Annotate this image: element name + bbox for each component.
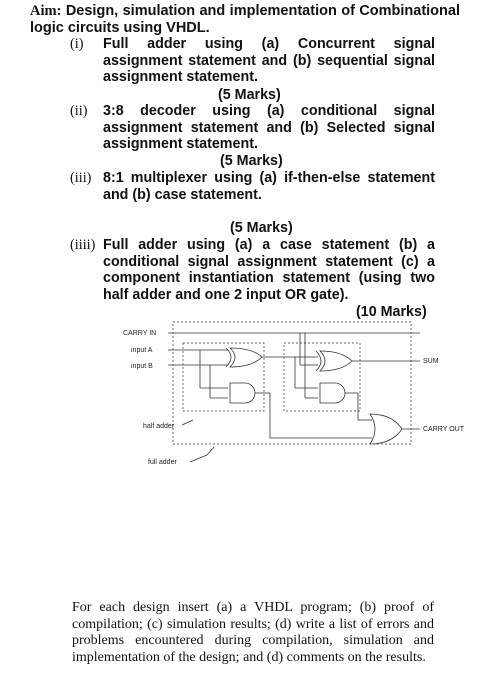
half-adder-label: half adder bbox=[143, 423, 175, 430]
task-number: (iiii) bbox=[70, 237, 96, 253]
carry-in-label: CARRY IN bbox=[123, 330, 157, 337]
and-gate-2 bbox=[320, 383, 345, 403]
xor-gate-2 bbox=[320, 351, 352, 371]
xor-gate-1 bbox=[230, 348, 262, 367]
task-text: Full adder using (a) a case statement (b) a conditional signal assignment statement (c) a component instantiation statement (using two half adder and one 2 input OR gate). bbox=[103, 237, 435, 303]
xor-gate-back-curve bbox=[226, 348, 231, 367]
sum-label: SUM bbox=[423, 358, 439, 365]
task-marks: (5 Marks) bbox=[230, 220, 293, 236]
task-number: (iii) bbox=[70, 170, 92, 186]
and-gate-1 bbox=[230, 383, 255, 403]
half-adder-pointer bbox=[182, 420, 193, 425]
task-number: (i) bbox=[70, 36, 84, 52]
aim-text: Design, simulation and implementation of Combinational logic circuits using VHDL. bbox=[30, 3, 460, 36]
task-marks: (10 Marks) bbox=[356, 304, 427, 320]
input-a-label: input A bbox=[131, 347, 153, 354]
task-marks: (5 Marks) bbox=[220, 153, 283, 169]
task-marks: (5 Marks) bbox=[218, 87, 281, 103]
task-text: 3:8 decoder using (a) conditional signal assignment statement and (b) Selected signal assignment statement. bbox=[103, 103, 435, 152]
instructions-paragraph: For each design insert (a) a VHDL program; (b) proof of compilation; (c) simulation results; (d) write a list of errors and problems encountered during compilation, simulation and implementation of the design; and (d) comments on the results. bbox=[72, 600, 434, 665]
task-text: 8:1 multiplexer using (a) if-then-else statement and (b) case statement. bbox=[103, 170, 435, 203]
aim-label: Aim: bbox=[30, 3, 62, 19]
full-adder-box bbox=[173, 322, 411, 444]
task-text: Full adder using (a) Concurrent signal assignment statement and (b) sequential signal assignment statement. bbox=[103, 36, 435, 85]
xor-gate-back-curve bbox=[316, 351, 321, 371]
task-number: (ii) bbox=[70, 103, 88, 119]
carry-out-label: CARRY OUT bbox=[423, 426, 464, 433]
or-gate bbox=[370, 414, 402, 444]
input-b-label: input B bbox=[131, 363, 153, 370]
full-adder-pointer bbox=[190, 455, 207, 462]
full-adder-label: full adder bbox=[148, 459, 177, 466]
